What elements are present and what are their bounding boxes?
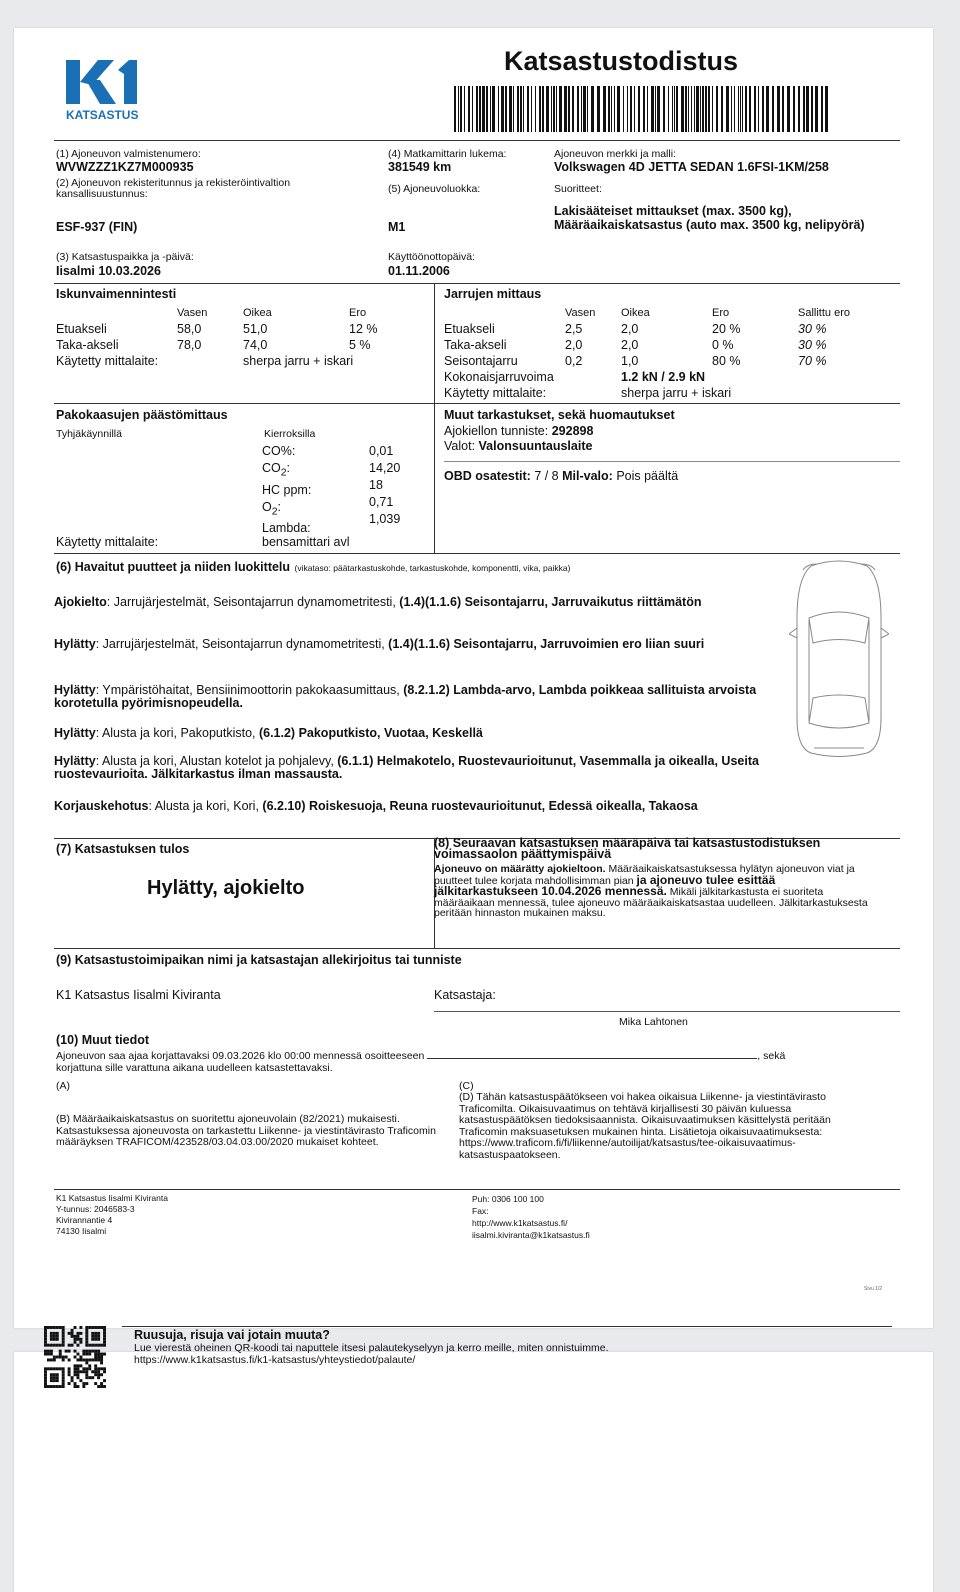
emissions-device-label: Käytetty mittalaite: bbox=[56, 535, 159, 549]
barcode-bar bbox=[712, 86, 713, 132]
feedback-page bbox=[14, 1352, 933, 1592]
barcode-bar bbox=[468, 86, 470, 132]
brakes-cell: 80 % bbox=[712, 354, 741, 368]
shock-header: Ero bbox=[349, 307, 367, 319]
footer-city: 74130 Iisalmi bbox=[56, 1226, 107, 1236]
extra-title: (10) Muut tiedot bbox=[56, 1033, 150, 1047]
barcode-bar bbox=[762, 86, 764, 132]
shock-cell: 5 % bbox=[349, 338, 371, 352]
barcode-bar bbox=[745, 86, 747, 132]
barcode-bar bbox=[614, 86, 615, 132]
barcode-bar bbox=[696, 86, 699, 132]
co-label: CO%: bbox=[262, 444, 296, 458]
lambda-value: 1,039 bbox=[369, 512, 401, 526]
brakes-cell: 0 % bbox=[712, 338, 734, 352]
barcode-bar bbox=[681, 86, 684, 132]
vin-label: (1) Ajoneuvon valmistenumero: bbox=[56, 148, 201, 160]
barcode-bar bbox=[740, 86, 741, 132]
car-diagram-icon bbox=[789, 558, 889, 758]
barcode-bar bbox=[591, 86, 594, 132]
brakes-row-name: Taka-akseli bbox=[444, 338, 507, 352]
barcode-bar bbox=[742, 86, 743, 132]
barcode-bar bbox=[803, 86, 805, 132]
shock-cell: 78,0 bbox=[177, 338, 202, 352]
barcode-bar bbox=[472, 86, 473, 132]
barcode-bar bbox=[634, 86, 635, 132]
station-name: K1 Katsastus Iisalmi Kiviranta bbox=[56, 988, 221, 1002]
barcode-bar bbox=[758, 86, 759, 132]
shock-row-name: Taka-akseli bbox=[56, 338, 119, 352]
shock-title: Iskunvaimennintesti bbox=[56, 287, 177, 301]
defect-item: Hylätty: Alusta ja kori, Pakoputkisto, (6.1.2) Pakoputkisto, Vuotaa, Keskellä bbox=[54, 726, 483, 740]
barcode-bar bbox=[806, 86, 809, 132]
feedback-url[interactable]: https://www.k1katsastus.fi/k1-katsastus/yhteystiedot/palaute/ bbox=[134, 1354, 416, 1366]
barcode-bar bbox=[572, 86, 574, 132]
brakes-cell: 2,5 bbox=[565, 322, 583, 336]
extra-line2: korjattuna sille varattuna aikana uudelleen katsastettavaksi. bbox=[56, 1062, 333, 1074]
emissions-values bbox=[369, 443, 400, 528]
brakes-header: Sallittu ero bbox=[798, 307, 850, 319]
barcode-bar bbox=[782, 86, 784, 132]
barcode-bar bbox=[811, 86, 813, 132]
defects-header bbox=[56, 558, 570, 576]
brakes-cell: 70 % bbox=[798, 354, 827, 368]
barcode-bar bbox=[531, 86, 532, 132]
reg-label: (2) Ajoneuvon rekisteritunnus ja rekisteröintivaltion kansallisuustunnus: bbox=[56, 177, 291, 200]
emissions-idle: Tyhjäkäynnillä bbox=[56, 428, 122, 440]
footer-ytunnus: Y-tunnus: 2046583-3 bbox=[56, 1204, 135, 1214]
barcode-bar bbox=[577, 86, 579, 132]
brakes-cell: 30 % bbox=[798, 338, 827, 352]
barcode-bar bbox=[509, 86, 512, 132]
barcode-bar bbox=[482, 86, 485, 132]
barcode-bar bbox=[597, 86, 600, 132]
shock-header: Vasen bbox=[177, 307, 208, 319]
barcode-bar bbox=[587, 86, 588, 132]
barcode-bar bbox=[726, 86, 729, 132]
barcode-bar bbox=[630, 86, 632, 132]
odometer-value: 381549 km bbox=[388, 160, 452, 174]
barcode-bar bbox=[611, 86, 612, 132]
firstuse-value: 01.11.2006 bbox=[388, 264, 450, 278]
barcode-bar bbox=[520, 86, 522, 132]
shock-row-name: Etuakseli bbox=[56, 322, 107, 336]
make-value: Volkswagen 4D JETTA SEDAN 1.6FSI-1KM/258 bbox=[554, 160, 829, 174]
footer-street: Kivirannantie 4 bbox=[56, 1215, 113, 1225]
shock-device: sherpa jarru + iskari bbox=[243, 354, 354, 368]
barcode-bar bbox=[490, 86, 491, 132]
barcode-bar bbox=[651, 86, 654, 132]
barcode-bar bbox=[479, 86, 481, 132]
barcode-bar bbox=[694, 86, 695, 132]
barcode-bar bbox=[498, 86, 499, 132]
barcode-bar bbox=[454, 86, 456, 132]
shock-cell: 51,0 bbox=[243, 322, 268, 336]
footer-phone: Puh: 0306 100 100 bbox=[472, 1194, 544, 1204]
barcode-bar bbox=[668, 86, 669, 132]
brakes-row-name: Etuakseli bbox=[444, 322, 495, 336]
barcode-bar bbox=[546, 86, 549, 132]
inspector-name: Mika Lahtonen bbox=[619, 1016, 688, 1028]
footer-left bbox=[56, 1193, 168, 1237]
barcode-bar bbox=[821, 86, 823, 132]
brakes-header: Oikea bbox=[621, 307, 650, 319]
barcode-bar bbox=[527, 86, 529, 132]
emissions-title: Pakokaasujen päästömittaus bbox=[56, 408, 228, 422]
brakes-device: sherpa jarru + iskari bbox=[621, 386, 732, 400]
o2-value: 0,71 bbox=[369, 495, 394, 509]
make-label: Ajoneuvon merkki ja malli: bbox=[554, 148, 676, 160]
barcode-bar bbox=[702, 86, 704, 132]
class-label: (5) Ajoneuvoluokka: bbox=[388, 183, 481, 195]
barcode-bar bbox=[492, 86, 495, 132]
odometer-label: (4) Matkamittarin lukema: bbox=[388, 148, 507, 160]
barcode-bar bbox=[731, 86, 732, 132]
barcode-bar bbox=[535, 86, 536, 132]
brakes-cell: 2,0 bbox=[565, 338, 583, 352]
barcode-bar bbox=[787, 86, 790, 132]
barcode bbox=[454, 86, 834, 132]
barcode-bar bbox=[688, 86, 689, 132]
page-title: Katsastustodistus bbox=[504, 46, 739, 76]
barcode-bar bbox=[793, 86, 795, 132]
barcode-bar bbox=[603, 86, 606, 132]
barcode-bar bbox=[825, 86, 828, 132]
hc-value: 18 bbox=[369, 478, 383, 492]
barcode-bar bbox=[647, 86, 648, 132]
barcode-bar bbox=[657, 86, 660, 132]
defects-title: (6) Havaitut puutteet ja niiden luokittelu bbox=[56, 560, 291, 574]
barcode-bar bbox=[505, 86, 507, 132]
extra-d: (D) Tähän katsastuspäätökseen voi hakea oikaisua Liikenne- ja viestintävirasto Traficomilta. Oikaisuvaatimus on tehtävä kirjallisesti 30 päivän kuluessa katsastuspäätöksen tiedoksisaannista. Oikaisuvaatimuksen käsittelystä peritään Traficomin maksuasetuksen mukainen hinta. Lisätietoja oikaisuvaatimuksesta: https://www.traficom.fi/fi/liikenne/autoilijat/katsastus/tee-oikaisuvaatimus-katsastuspaatokseen. bbox=[459, 1091, 831, 1161]
footer-web[interactable]: http://www.k1katsastus.fi/ bbox=[472, 1218, 568, 1228]
o2-label: $O_2$: bbox=[262, 499, 282, 517]
next-title: (8) Seuraavan katsastuksen määräpäivä tai katsastustodistuksen voimassaolon päättymispäivä bbox=[434, 836, 821, 861]
emissions-device: bensamittari avl bbox=[262, 535, 350, 549]
lambda-label: Lambda: bbox=[262, 521, 311, 535]
barcode-bar bbox=[685, 86, 687, 132]
barcode-bar bbox=[716, 86, 718, 132]
shock-device-label: Käytetty mittalaite: bbox=[56, 354, 159, 368]
barcode-bar bbox=[655, 86, 656, 132]
co2-label: $CO_2$: bbox=[262, 461, 291, 479]
barcode-bar bbox=[513, 86, 514, 132]
place-value: Iisalmi 10.03.2026 bbox=[56, 264, 161, 278]
barcode-bar bbox=[705, 86, 707, 132]
barcode-bar bbox=[608, 86, 610, 132]
extra-b: (B) Määräaikaiskatsastus on suoritettu ajoneuvolain (82/2021) mukaisesti. Katsastuksessa ajoneuvosta on tarkastettu Liikenne- ja viestintävirasto Traficomin määräyksen TRAFICOM/423528/03.04.03.00/2020 mukaiset kohteet. bbox=[56, 1113, 436, 1148]
barcode-bar bbox=[559, 86, 562, 132]
brakes-cell: 2,0 bbox=[621, 338, 639, 352]
defect-item: Korjauskehotus: Alusta ja kori, Kori, (6.2.10) Roiskesuoja, Reuna ruostevaurioitunut, Edessä oikealla, Takaosa bbox=[54, 799, 698, 813]
brakes-device-label: Käytetty mittalaite: bbox=[444, 386, 547, 400]
barcode-bar bbox=[772, 86, 774, 132]
barcode-bar bbox=[708, 86, 710, 132]
emissions-rpm: Kierroksilla bbox=[264, 428, 316, 440]
barcode-bar bbox=[464, 86, 465, 132]
brakes-header: Ero bbox=[712, 307, 730, 319]
obd-row: OBD osatestit: 7 / 8 Mil-valo: Pois päältä bbox=[444, 469, 679, 483]
brakes-cell: 20 % bbox=[712, 322, 741, 336]
barcode-bar bbox=[553, 86, 555, 132]
extra-line1: Ajoneuvon saa ajaa korjattavaksi 09.03.2026 klo 00:00 mennessä osoitteeseen , sekä bbox=[56, 1050, 786, 1062]
certificate-page bbox=[14, 28, 933, 1328]
shock-cell: 12 % bbox=[349, 322, 378, 336]
barcode-bar bbox=[501, 86, 504, 132]
barcode-bar bbox=[542, 86, 544, 132]
barcode-bar bbox=[627, 86, 628, 132]
barcode-bar bbox=[691, 86, 692, 132]
shock-header: Oikea bbox=[243, 307, 272, 319]
brakes-cell: 30 % bbox=[798, 322, 827, 336]
footer-right bbox=[472, 1193, 590, 1241]
barcode-bar bbox=[777, 86, 780, 132]
reg-value: ESF-937 (FIN) bbox=[56, 220, 138, 234]
tasks-value: Lakisääteiset mittaukset (max. 3500 kg), Määräaikaiskatsastus (auto max. 3500 kg, nelipyörä) bbox=[554, 204, 865, 232]
extra-c: (C) bbox=[459, 1080, 474, 1092]
barcode-bar bbox=[815, 86, 818, 132]
inspector-label: Katsastaja: bbox=[434, 988, 496, 1002]
barcode-bar bbox=[523, 86, 524, 132]
logo-subtext: KATSASTUS bbox=[66, 108, 139, 122]
barcode-bar bbox=[734, 86, 735, 132]
defect-item: Hylätty: Jarrujärjestelmät, Seisontajarrun dynamometritesti, (1.4)(1.1.6) Seisontajarru, Jarruvoimien ero liian suuri bbox=[54, 637, 705, 651]
qr-code-icon[interactable] bbox=[44, 1326, 106, 1388]
barcode-bar bbox=[749, 86, 751, 132]
brakes-row-name: Seisontajarru bbox=[444, 354, 518, 368]
class-value: M1 bbox=[388, 220, 406, 234]
vin-value: WVWZZZ1KZ7M000935 bbox=[56, 160, 194, 174]
barcode-bar bbox=[721, 86, 723, 132]
barcode-bar bbox=[672, 86, 673, 132]
barcode-bar bbox=[798, 86, 800, 132]
defects-subtitle: (vikataso: päätarkastuskohde, tarkastuskohde, komponentti, vika, paikka) bbox=[294, 563, 571, 573]
emissions-labels bbox=[262, 443, 311, 537]
extra-a: (A) bbox=[56, 1080, 70, 1092]
firstuse-label: Käyttöönottopäivä: bbox=[388, 251, 475, 263]
other-title: Muut tarkastukset, sekä huomautukset bbox=[444, 408, 675, 422]
lamp-row: Ajokiellon tunniste: 292898 bbox=[444, 424, 594, 438]
brakes-header: Vasen bbox=[565, 307, 596, 319]
brakes-cell: 2,0 bbox=[621, 322, 639, 336]
footer-fax: Fax: bbox=[472, 1206, 489, 1216]
barcode-bar bbox=[568, 86, 570, 132]
barcode-bar bbox=[539, 86, 541, 132]
result-title: (7) Katsastuksen tulos bbox=[56, 842, 190, 856]
brakes-cell: 0,2 bbox=[565, 354, 583, 368]
barcode-bar bbox=[564, 86, 567, 132]
lights-row: Valot: Valonsuuntauslaite bbox=[444, 439, 593, 453]
barcode-bar bbox=[674, 86, 675, 132]
barcode-bar bbox=[638, 86, 640, 132]
brakes-table bbox=[444, 305, 856, 401]
tasks-label: Suoritteet: bbox=[554, 183, 602, 195]
barcode-bar bbox=[766, 86, 769, 132]
k1-logo bbox=[66, 58, 141, 106]
barcode-bar bbox=[700, 86, 701, 132]
brakes-cell: 1,0 bbox=[621, 354, 639, 368]
shock-cell: 58,0 bbox=[177, 322, 202, 336]
co-value: 0,01 bbox=[369, 444, 394, 458]
defect-item: Ajokielto: Jarrujärjestelmät, Seisontajarrun dynamometritesti, (1.4)(1.1.6) Seisontajarru, Jarruvaikutus riittämätön bbox=[54, 595, 702, 609]
barcode-bar bbox=[738, 86, 739, 132]
next-text: Ajoneuvo on määrätty ajokieltoon. Määräaikaiskatsastuksessa hylätyn ajoneuvon viat ja puutteet tulee korjata mahdollisimman pian ja ajoneuvo tulee esittää jälkitarkastukseen 10.04.2026 mennessä. Mikäli jälkitarkastusta ei suoriteta määräaikaan mennessä, tulee ajoneuvo määräaikaiskatsastaa uudelleen. Jälkitarkastuksesta peritään hinnaston mukainen maksu. bbox=[434, 863, 868, 919]
footer-email[interactable]: iisalmi.kiviranta@k1katsastus.fi bbox=[472, 1230, 590, 1240]
co2-value: 14,20 bbox=[369, 461, 401, 475]
signature-title: (9) Katsastustoimipaikan nimi ja katsastajan allekirjoitus tai tunniste bbox=[56, 953, 462, 967]
barcode-bar bbox=[583, 86, 586, 132]
barcode-bar bbox=[517, 86, 519, 132]
brakes-total-label: Kokonaisjarruvoima bbox=[444, 370, 554, 384]
brakes-total: 1.2 kN / 2.9 kN bbox=[621, 370, 706, 384]
brakes-title: Jarrujen mittaus bbox=[444, 287, 542, 301]
page-number: Sivu 1/2 bbox=[864, 1286, 883, 1292]
barcode-bar bbox=[643, 86, 645, 132]
shock-table bbox=[56, 305, 384, 369]
barcode-bar bbox=[623, 86, 624, 132]
barcode-bar bbox=[617, 86, 620, 132]
hc-label: HC ppm: bbox=[262, 482, 312, 497]
barcode-bar bbox=[458, 86, 459, 132]
shock-cell: 74,0 bbox=[243, 338, 268, 352]
result-value: Hylätty, ajokielto bbox=[147, 877, 305, 899]
feedback-text: Lue vierestä oheinen QR-koodi tai naputtele itsesi palautekyselyyn ja kerro meille, miten onnistuimme. bbox=[134, 1342, 609, 1354]
barcode-bar bbox=[581, 86, 582, 132]
barcode-bar bbox=[551, 86, 552, 132]
barcode-bar bbox=[486, 86, 488, 132]
place-label: (3) Katsastuspaikka ja -päivä: bbox=[56, 251, 194, 263]
barcode-bar bbox=[476, 86, 478, 132]
barcode-bar bbox=[754, 86, 756, 132]
defect-item: Hylätty: Ympäristöhaitat, Bensiinimoottorin pakokaasumittaus, (8.2.1.2) Lambda-arvo, Lambda poikkeaa sallituista arvoista korotetulla pyörimisnopeudella. bbox=[54, 683, 757, 710]
defect-item: Hylätty: Alusta ja kori, Alustan kotelot ja pohjalevy, (6.1.1) Helmakotelo, Ruostevaurioitunut, Vasemmalla ja oikealla, Useita ruostevaurioita. Jälkitarkastus ilman massausta. bbox=[54, 754, 759, 781]
barcode-bar bbox=[556, 86, 557, 132]
barcode-bar bbox=[460, 86, 462, 132]
footer-company: K1 Katsastus Iisalmi Kiviranta bbox=[56, 1193, 168, 1203]
barcode-bar bbox=[676, 86, 678, 132]
barcode-bar bbox=[663, 86, 665, 132]
feedback-title: Ruusuja, risuja vai jotain muuta? bbox=[134, 1328, 330, 1342]
